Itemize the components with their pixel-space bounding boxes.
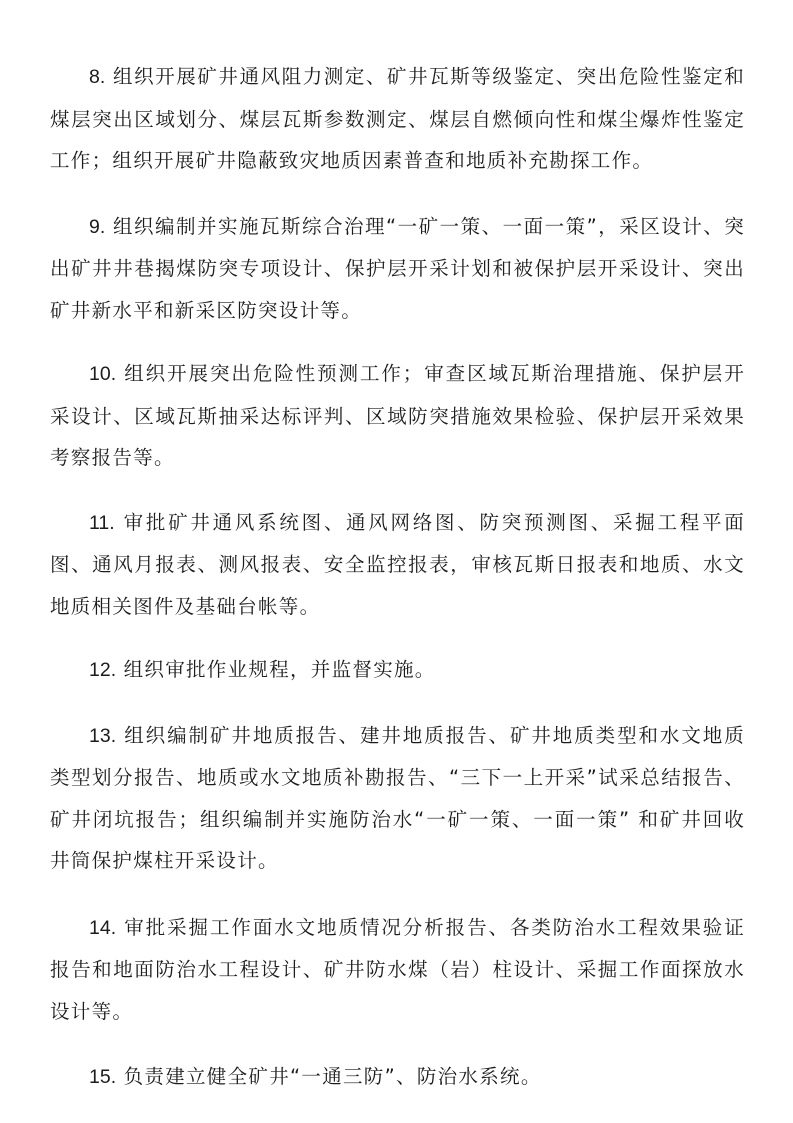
- list-item-14: [50, 907, 745, 1033]
- item-number: 10.: [89, 363, 117, 385]
- list-item-9: [50, 206, 745, 332]
- item-text: 组织开展矿井通风阻力测定、矿井瓦斯等级鉴定、突出危险性鉴定和煤层突出区域划分、煤层瓦斯参数测定、煤层自燃倾向性和煤尘爆炸性鉴定工作；组织开展矿井隐蔽致灾地质因素普查和地质补充勘探工作。: [50, 65, 745, 172]
- item-number: 15.: [89, 1066, 117, 1088]
- item-number: 11.: [89, 511, 115, 534]
- item-text: 组织审批作业规程，并监督实施。: [123, 658, 436, 681]
- item-text: 审批采掘工作面水文地质情况分析报告、各类防治水工程效果验证报告和地面防治水工程设计、矿井防水煤（岩）柱设计、采掘工作面探放水设计等。: [50, 915, 746, 1023]
- item-number: 12.: [89, 659, 117, 681]
- list-item-10: [50, 353, 745, 479]
- item-text: 审批矿井通风系统图、通风网络图、防突预测图、采掘工程平面图、通风月报表、测风报表、安全监控报表，审核瓦斯日报表和地质、水文地质相关图件及基础台帐等。: [50, 510, 746, 618]
- item-text: 组织编制并实施瓦斯综合治理“一矿一策、一面一策”，采区设计、突出矿井井巷揭煤防突专项设计、保护层开采计划和被保护层开采设计、突出矿井新水平和新采区防突设计等。: [50, 214, 745, 322]
- list-item-13: [50, 715, 745, 882]
- item-number: 14.: [89, 916, 117, 939]
- item-number: 8.: [89, 66, 106, 88]
- item-text: 负责建立健全矿井“一通三防”、防治水系统。: [123, 1065, 542, 1088]
- item-number: 13.: [89, 724, 117, 747]
- list-item-12: [50, 649, 745, 692]
- list-item-11: [50, 502, 745, 628]
- list-item-15: [50, 1056, 745, 1099]
- list-item-8: [50, 56, 745, 182]
- item-text: 组织编制矿井地质报告、建井地质报告、矿井地质类型和水文地质类型划分报告、地质或水文地质补勘报告、“三下一上开采”试采总结报告、矿井闭坑报告；组织编制并实施防治水“一矿一策、一面一策” 和矿井回收井筒保护煤柱开采设计。: [50, 723, 746, 872]
- item-list: [50, 56, 745, 1123]
- item-number: 9.: [89, 215, 106, 238]
- item-text: 组织开展突出危险性预测工作；审查区域瓦斯治理措施、保护层开采设计、区域瓦斯抽采达标评判、区域防突措施效果检验、保护层开采效果考察报告等。: [50, 362, 746, 469]
